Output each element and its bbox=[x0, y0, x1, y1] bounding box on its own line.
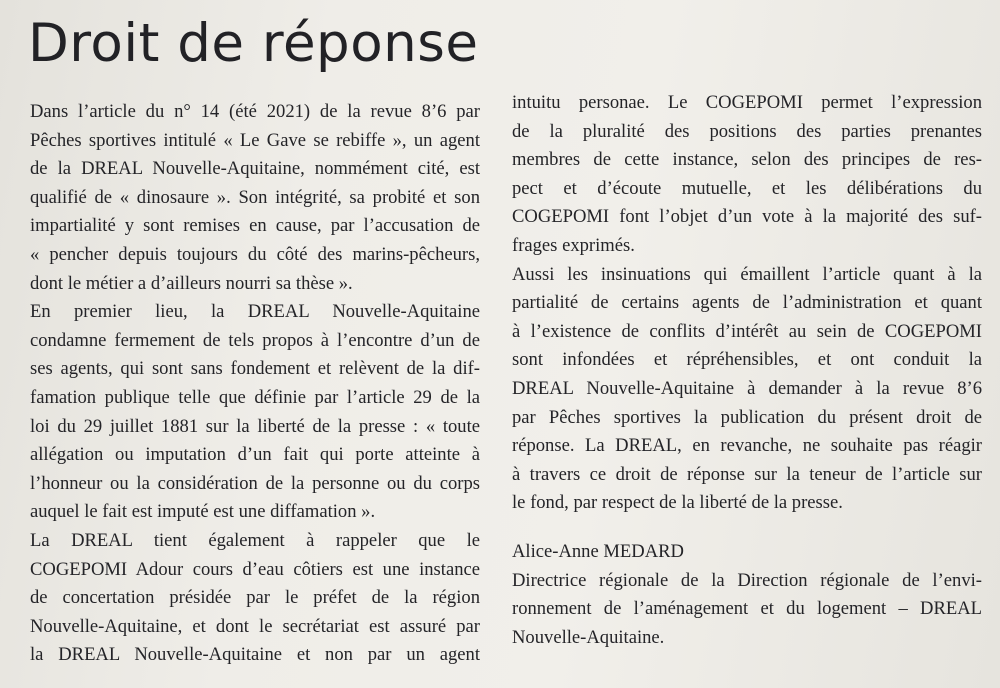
right-column-body bbox=[512, 89, 982, 518]
right-column-line: le fond, par respect de la liberté de la presse. bbox=[512, 492, 843, 514]
right-column-line: partialité de certains agents de l’administration et quant bbox=[512, 292, 982, 314]
signature-role-line: Directrice régionale de la Direction régionale de l’envi- bbox=[512, 569, 982, 591]
left-column-line: allégation ou imputation d’un fait qui porte atteinte à bbox=[30, 444, 480, 466]
left-column-line: ses agents, qui sont sans fondement et relèvent de la dif- bbox=[30, 358, 480, 380]
signature-spacer bbox=[512, 518, 982, 538]
left-column-line: condamne fermement de tels propos à l’encontre d’un de bbox=[30, 329, 480, 351]
right-column-line: DREAL Nouvelle-Aquitaine à demander à la revue 8’6 bbox=[512, 377, 982, 399]
right-column-line: pect et d’écoute mutuelle, et les délibérations du bbox=[512, 177, 982, 199]
right-column-line: intuitu personae. Le COGEPOMI permet l’expression bbox=[512, 92, 982, 113]
left-column-line: auquel le fait est imputé est une diffamation ». bbox=[30, 501, 376, 523]
right-column-line: Aussi les insinuations qui émaillent l’article quant à la bbox=[512, 263, 982, 285]
left-column-line: dont le métier a d’ailleurs nourri sa thèse ». bbox=[30, 272, 353, 294]
right-column-line: sont infondées et répréhensibles, et ont conduit la bbox=[512, 349, 982, 371]
left-column-line: La DREAL tient également à rappeler que le bbox=[30, 529, 480, 551]
signature-role-line: Nouvelle-Aquitaine. bbox=[512, 626, 665, 648]
left-column-line: Dans l’article du n° 14 (été 2021) de la revue 8’6 par bbox=[30, 101, 480, 122]
right-column-line: COGEPOMI font l’objet d’un vote à la majorité des suf- bbox=[512, 206, 982, 228]
left-column-line: qualifié de « dinosaure ». Son intégrité, sa probité et son bbox=[30, 186, 480, 208]
left-column-line: de la DREAL Nouvelle-Aquitaine, nommément cité, est bbox=[30, 158, 480, 180]
right-column-line: réponse. La DREAL, en revanche, ne souhaite pas réagir bbox=[512, 435, 982, 457]
right-column bbox=[512, 89, 982, 652]
left-column-line: « pencher depuis toujours du côté des marins-pêcheurs, bbox=[30, 243, 480, 265]
right-column-line: à l’existence de conflits d’intérêt au sein de COGEPOMI bbox=[512, 320, 982, 342]
left-column-line: COGEPOMI Adour cours d’eau côtiers est une instance bbox=[30, 558, 480, 580]
left-column-line: l’honneur ou la considération de la personne ou du corps bbox=[30, 472, 480, 494]
left-column-line: impartialité y sont remises en cause, par l’accusation de bbox=[30, 215, 480, 237]
signature-role-line: ronnement de l’aménagement et du logement – DREAL bbox=[512, 598, 982, 620]
left-column-line: famation publique telle que définie par l’article 29 de la bbox=[30, 386, 480, 408]
signature-role bbox=[512, 567, 982, 653]
left-column-line: la DREAL Nouvelle-Aquitaine et non par un agent bbox=[30, 644, 480, 666]
right-column-line: par Pêches sportives la publication du présent droit de bbox=[512, 406, 982, 428]
left-column-line: Nouvelle-Aquitaine, et dont le secrétariat est assuré par bbox=[30, 615, 480, 637]
signature-block bbox=[512, 538, 982, 652]
left-column-line: En premier lieu, la DREAL Nouvelle-Aquitaine bbox=[30, 301, 480, 323]
right-column-line: membres de cette instance, selon des principes de res- bbox=[512, 149, 982, 171]
left-column-line: loi du 29 juillet 1881 sur la liberté de la presse : « toute bbox=[30, 415, 480, 437]
signature-name: Alice-Anne MEDARD bbox=[512, 540, 684, 562]
left-column-line: de concertation présidée par le préfet de la région bbox=[30, 587, 480, 609]
right-column-line: frages exprimés. bbox=[512, 234, 635, 256]
left-column bbox=[30, 98, 480, 670]
left-column-line: Pêches sportives intitulé « Le Gave se rebiffe », un agent bbox=[30, 129, 480, 151]
page-title: Droit de réponse bbox=[28, 13, 479, 74]
right-column-line: à travers ce droit de réponse sur la teneur de l’article sur bbox=[512, 463, 982, 485]
right-column-line: de la pluralité des positions des parties prenantes bbox=[512, 120, 982, 142]
